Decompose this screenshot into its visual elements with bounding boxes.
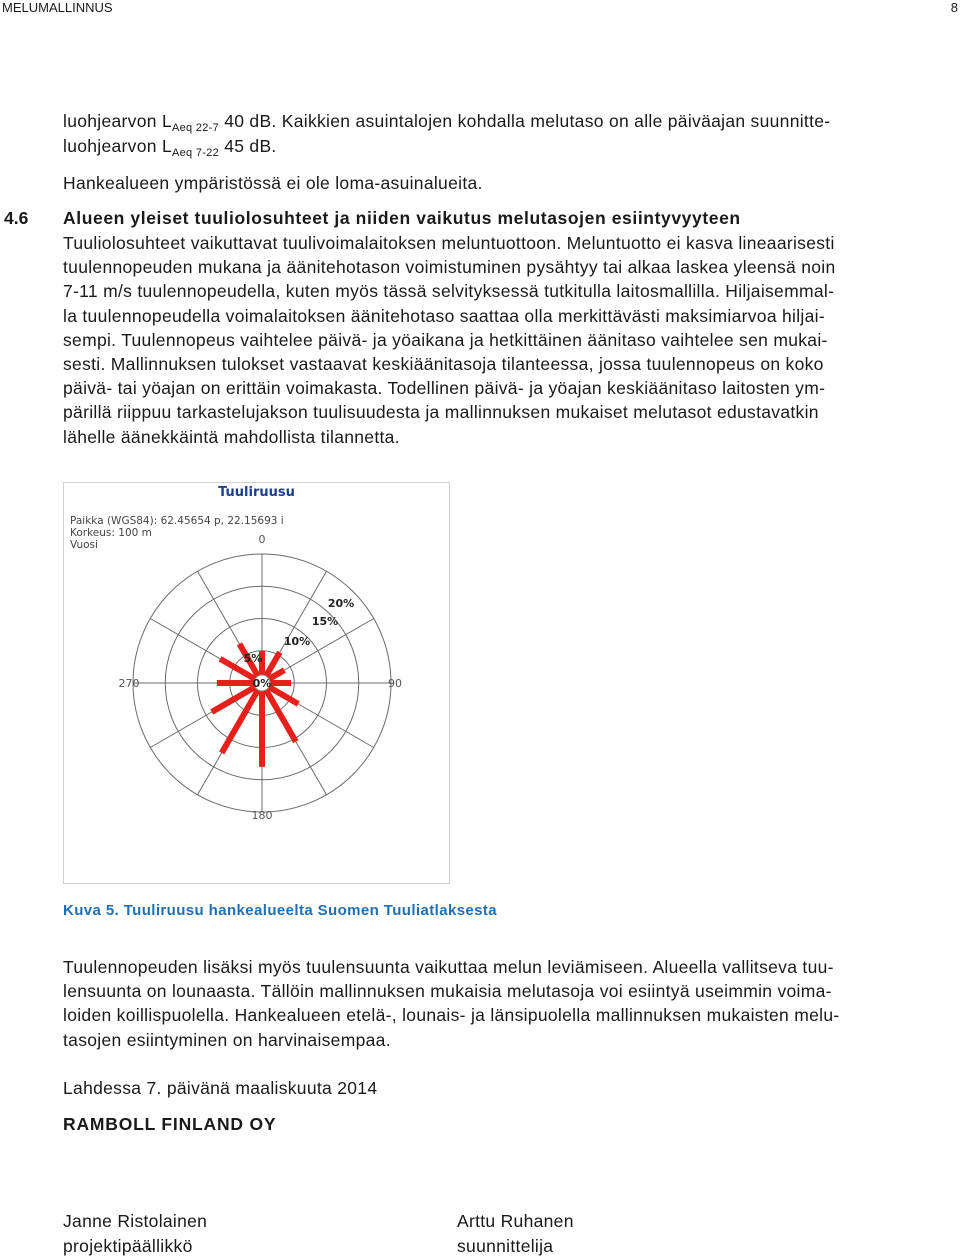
page-header (0, 0, 960, 14)
signature-1-name: Janne Ristolainen (63, 1211, 208, 1231)
section-body-line: la tuulennopeudella voimalaitoksen äänitehotaso saattaa olla merkittävästi maksimiarvoa hiljai- (63, 305, 825, 326)
ring-label: 10% (283, 635, 311, 648)
section-body-line: pärillä riippuu tarkastelujakson tuulisuudesta ja mallinnuksen mukaiset melutasot edustavatkin (63, 402, 819, 423)
meta-location: Paikka (WGS84): 62.45654 p, 22.15693 i (70, 515, 284, 527)
direction-label: 180 (251, 809, 273, 822)
section-body-line: lähelle äänekkäintä mahdollista tilannetta. (63, 426, 400, 447)
section-number: 4.6 (4, 208, 29, 228)
subscript: Aeq 22-7 (171, 122, 220, 134)
ring-label: 5% (243, 652, 263, 665)
intro-line-2 (63, 135, 277, 164)
wind-rose-figure (63, 482, 450, 884)
section-body-line: sempi. Tuulennopeus vaihtelee päivä- ja yöaikana ja hetkittäinen äänitaso vaihtelee sen mukai- (63, 329, 828, 350)
meta-height: Korkeus: 100 m (70, 527, 152, 539)
intro-text: luohjearvon L (63, 136, 172, 156)
page-number: 8 (950, 0, 958, 15)
section-body-line: Tuuliolosuhteet vaikuttavat tuulivoimalaitoksen meluntuottoon. Meluntuotto ei kasva lineaarisesti (63, 233, 835, 253)
closing-body-line: loiden koillispuolella. Hankealueen etelä-, lounais- ja länsipuolella mallinnuksen mukaisten melu- (63, 1005, 840, 1026)
intro-text: 45 dB. (219, 136, 277, 156)
closing-body-line: lensuunta on lounaasta. Tällöin mallinnuksen mukaisia melutasoja voi esiintyä useimmin voima- (63, 981, 832, 1002)
section-title: Alueen yleiset tuuliolosuhteet ja niiden vaikutus melutasojen esiintyvyyteen (63, 208, 741, 228)
signature-2-name: Arttu Ruhanen (457, 1211, 574, 1231)
intro-line-3: Hankealueen ympäristössä ei ole loma-asuinalueita. (63, 173, 483, 193)
subscript: Aeq 7-22 (171, 147, 220, 159)
ring-label: 20% (327, 597, 355, 610)
meta-period: Vuosi (70, 539, 98, 551)
closing-body-line: Tuulennopeuden lisäksi myös tuulensuunta vaikuttaa melun leviämiseen. Alueella vallitseva tuu- (63, 957, 834, 977)
direction-label: 90 (388, 677, 402, 690)
section-body-line: tuulennopeuden mukana ja äänitehotason voimistuminen pysähtyy tai alkaa laskea yleensä noin (63, 257, 836, 278)
closing-body-line: tasojen esiintyminen on harvinaisempaa. (63, 1029, 391, 1050)
signature-1-role: projektipäällikkö (63, 1236, 193, 1256)
section-body-line: sesti. Mallinnuksen tulokset vastaavat keskiäänitasoja tilanteessa, jossa tuulennopeus on koko (63, 354, 824, 374)
signature-2-role: suunnittelija (457, 1236, 554, 1256)
direction-label: 0 (258, 533, 266, 546)
intro-text: 40 dB. Kaikkien asuintalojen kohdalla melutaso on alle päiväajan suunnitte- (219, 111, 831, 131)
figure-meta (70, 515, 284, 551)
header-title: MELUMALLINNUS (2, 0, 113, 15)
company-name: RAMBOLL FINLAND OY (63, 1114, 277, 1134)
figure-caption: Kuva 5. Tuuliruusu hankealueelta Suomen Tuuliatlaksesta (63, 902, 498, 919)
figure-title: Tuuliruusu (218, 485, 295, 500)
ring-label: 15% (311, 615, 339, 628)
date-line: Lahdessa 7. päivänä maaliskuuta 2014 (63, 1078, 378, 1098)
ring-label: 0% (252, 677, 272, 690)
section-body-line: päivä- tai yöajan on erittäin voimakasta. Todellinen päivä- ja yöajan keskiäänitaso laitosten ym- (63, 378, 826, 399)
section-body-line: 7-11 m/s tuulennopeudella, kuten myös tässä selvityksessä tutkitulla laitosmallilla. Hiljaisemmal- (63, 281, 835, 302)
direction-label: 270 (118, 677, 140, 690)
intro-text: luohjearvon L (63, 111, 172, 131)
